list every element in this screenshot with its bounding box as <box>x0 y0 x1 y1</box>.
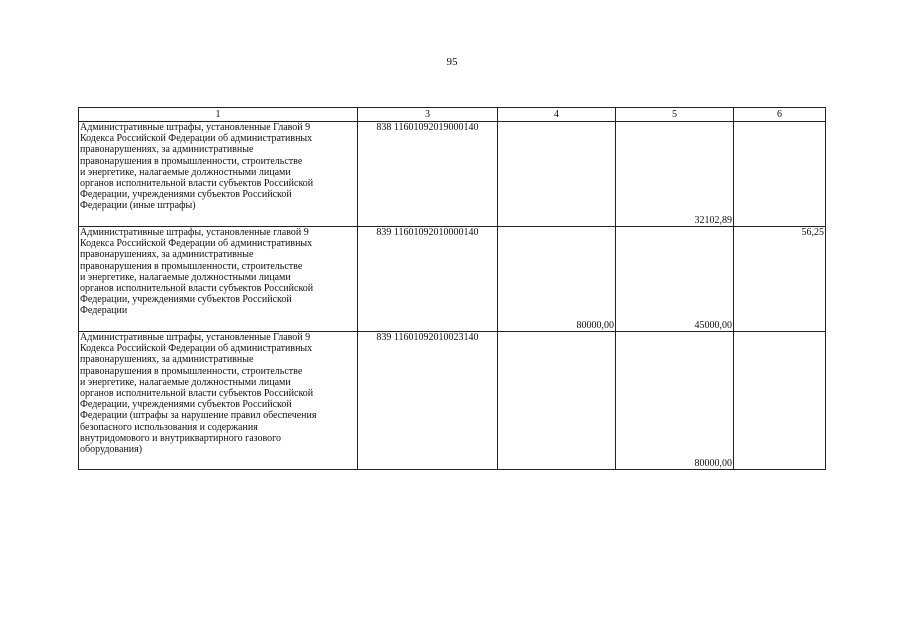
row-description: Административные штрафы, установленные Главой 9 Кодекса Российской Федерации об административных правонарушениях, за административные правонарушения в промышленности, строительстве и энергетике, налагаемые должностными лицами органов исполнительной власти субъектов Российской Федерации, учреждениями субъектов Российской Федерации (иные штрафы) <box>79 122 358 227</box>
row-description: Административные штрафы, установленные Главой 9 Кодекса Российской Федерации об административных правонарушениях, за административные правонарушения в промышленности, строительстве и энергетике, налагаемые должностными лицами органов исполнительной власти субъектов Российской Федерации, учреждениями субъектов Российской Федерации (штрафы за нарушение правил обеспечения безопасного использования и содержания внутридомового и внутриквартирного газового оборудования) <box>79 332 358 470</box>
row-col5-value: 80000,00 <box>616 332 734 470</box>
row-col4-value <box>498 122 616 227</box>
table-row <box>79 122 826 227</box>
row-col4-value: 80000,00 <box>498 227 616 332</box>
table-row <box>79 227 826 332</box>
column-header-1: 1 <box>79 108 358 122</box>
column-header-4: 4 <box>498 108 616 122</box>
row-description: Административные штрафы, установленные главой 9 Кодекса Российской Федерации об административных правонарушениях, за административные правонарушения в промышленности, строительстве и энергетике, налагаемые должностными лицами органов исполнительной власти субъектов Российской Федерации, учреждениями субъектов Российской Федерации <box>79 227 358 332</box>
revenue-table <box>78 107 826 470</box>
table-header-row <box>79 108 826 122</box>
column-header-6: 6 <box>734 108 826 122</box>
column-header-3: 3 <box>358 108 498 122</box>
row-col4-value <box>498 332 616 470</box>
row-budget-code: 838 11601092019000140 <box>358 122 498 227</box>
page-number: 95 <box>446 56 458 68</box>
row-col6-value <box>734 332 826 470</box>
row-col5-value: 45000,00 <box>616 227 734 332</box>
column-header-5: 5 <box>616 108 734 122</box>
row-col6-value <box>734 122 826 227</box>
table-row <box>79 332 826 470</box>
row-budget-code: 839 11601092010023140 <box>358 332 498 470</box>
row-col6-value: 56,25 <box>734 227 826 332</box>
row-col5-value: 32102,89 <box>616 122 734 227</box>
row-budget-code: 839 11601092010000140 <box>358 227 498 332</box>
